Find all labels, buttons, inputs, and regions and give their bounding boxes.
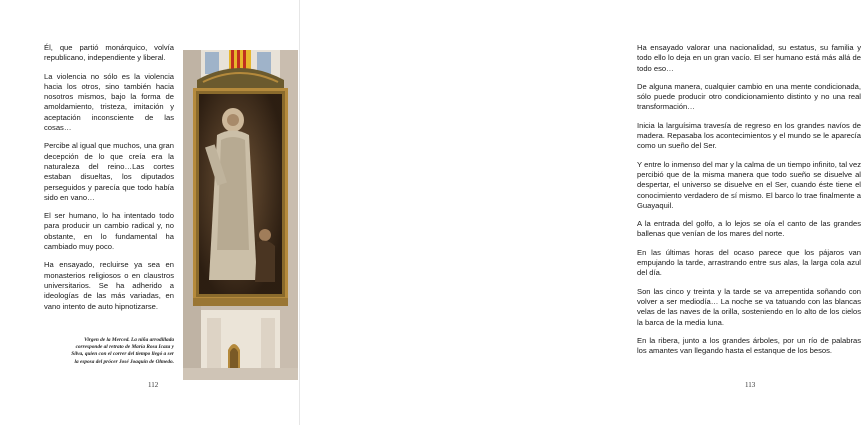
paragraph: Inicia la larguísima travesía de regreso en los grandes navíos de madera. Repasaba los acontecimientos y el mundo se le aparecía como un sueño del Ser. — [637, 120, 861, 151]
right-text-column — [637, 43, 861, 364]
paragraph: La violencia no sólo es la violencia hacia los otros, sino también hacia nosotros mismos, bajo la forma de amoldamiento, tristeza, imitación y aceptación inconsciente de las cosas… — [44, 71, 174, 133]
page-number: 112 — [148, 381, 159, 389]
paragraph: Ha ensayado valorar una nacionalidad, su estatus, su familia y todo ello lo deja en un gran vacío. El ser humano está más allá de todo eso… — [637, 43, 861, 73]
left-page — [0, 0, 300, 425]
photo-caption — [42, 337, 174, 366]
paragraph: En las últimas horas del ocaso parece que los pájaros van empujando la tarde, arrastrando entre sus alas, la larga cola azul del día. — [637, 247, 861, 278]
paragraph: En la ribera, junto a los grandes árboles, por un río de palabras los amantes van llegando hasta el estanque de los besos. — [637, 335, 861, 356]
caption-line: Silva, quien con el correr del tiempo llegó a ser — [71, 351, 174, 358]
paragraph: Y entre lo inmenso del mar y la calma de un tiempo infinito, tal vez percibió que de la misma manera que todo sueño se disuelve al despertar, el universo se disuelve en el Ser, cuando éste tiene el conocimiento verdadero de sí mismo. El barco lo trae finalmente a Guayaquil. — [637, 159, 861, 210]
paragraph: Son las cinco y treinta y la tarde se va arrepentida soñando con volver a ser mediodía… La noche se va tatuando con las blancas velas de las naves de la orilla, sosteniendo en lo alto de los cielos la barca de la media luna. — [637, 286, 861, 327]
painting-photo-icon — [183, 50, 298, 380]
left-text-column — [44, 43, 174, 320]
caption-line: la esposa del prócer José Joaquín de Olmedo. — [74, 358, 174, 365]
paragraph: De alguna manera, cualquier cambio en una mente condicionada, sólo puede producir otro condicionamiento distinto y no una real transformación… — [637, 81, 861, 112]
paragraph: Él, que partió monárquico, volvía republicano, independiente y liberal. — [44, 43, 174, 63]
paragraph: A la entrada del golfo, a lo lejos se oía el canto de las grandes ballenas que venían de los mares del norte. — [637, 219, 861, 239]
caption-line: corresponde al retrato de María Rosa Icaza y — [75, 344, 174, 351]
caption-line: Virgen de la Merced. La niña arrodillada — [84, 337, 174, 343]
paragraph: Ha ensayado, recluirse ya sea en monasterios religiosos o en claustros universitarios. Se ha adherido a ideologías de las más variadas, en vano intento de auto hipnotizarse. — [44, 260, 174, 311]
right-page — [300, 0, 861, 425]
page-number: 113 — [745, 381, 756, 389]
paragraph: El ser humano, lo ha intentado todo para producir un cambio radical y, no obstante, en lo fundamental ha cambiado muy poco. — [44, 211, 174, 252]
paragraph: Percibe al igual que muchos, una gran decepción de lo que creía era la naturaleza del reino…Las cortes estaban disueltas, los diputados perseguidos y parecía que todo había sido en vano… — [44, 141, 174, 202]
